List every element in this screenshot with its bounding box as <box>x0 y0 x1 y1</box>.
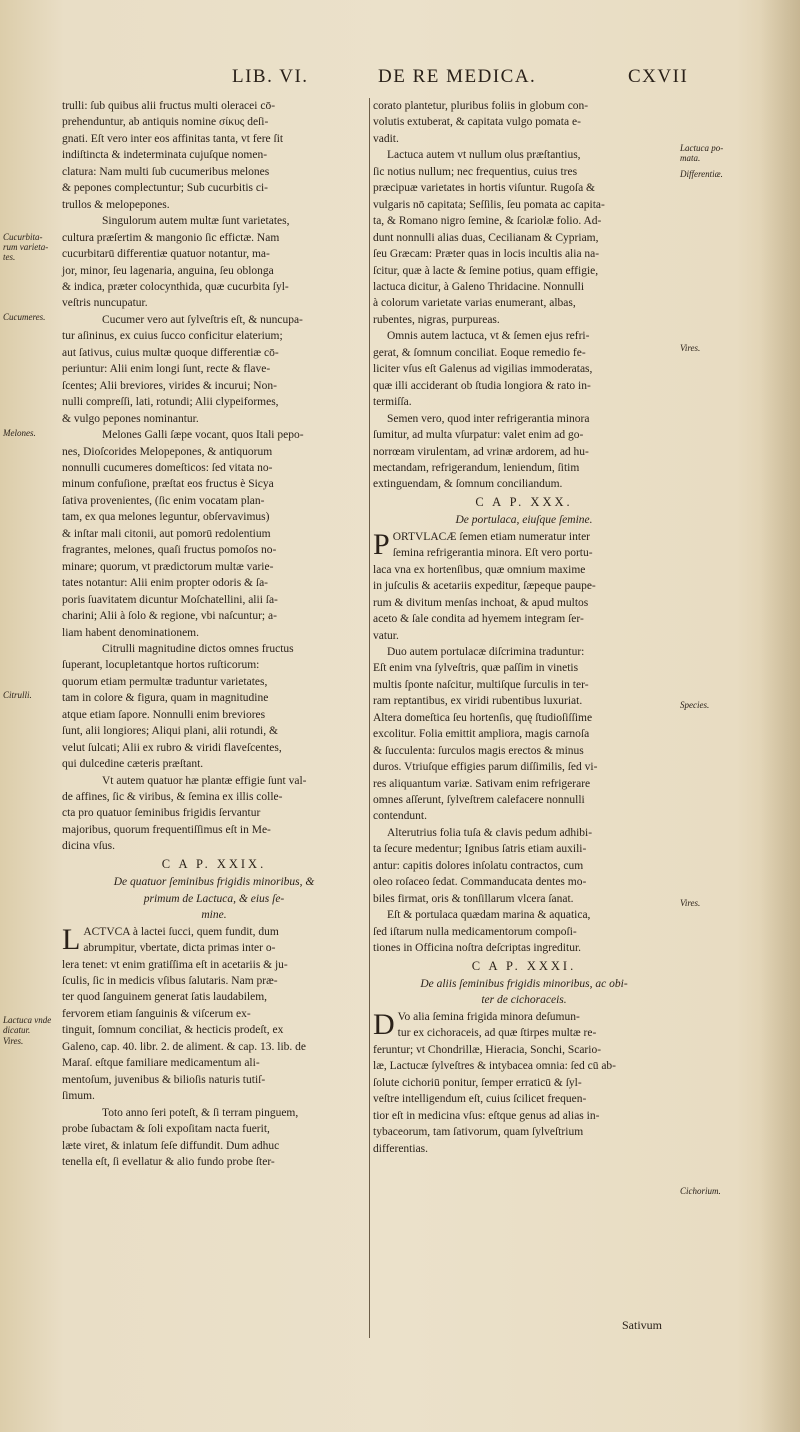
chapter-subtitle: De quatuor ſeminibus frigidis minoribus, & primum de Lactuca, & eius ſe- mine. <box>113 876 315 922</box>
paragraph: Citrulli magnitudine dictos omnes fructus ſuperant, locupletantque hortos ruſticorum: quorum etiam permultæ traduntur varietates, tam in colore & figura, quam in magnitudine atque etiam ſapore. Nonnulli enim breviores ſunt, alii longiores; Aliqui plani, alii rotundi, & velut ſulcati; Alii ex rubro & viridi flaveſcentes, qui dulcedine cæteris præſtant. <box>62 642 294 771</box>
paragraph <box>373 529 675 644</box>
margin-note: Lactuca po- mata. <box>680 143 724 163</box>
paragraph-text: ACTVCA à lactei ſucci, quem fundit, dum abrumpitur, vbertate, dicta primas inter o- lera tenet: vt enim gratiſſima eſt in acetariis & ju- ſculis, ſic in medicis vſibus ſalutaris. Nam præ- ter quod ſanguinem generat ſatis laudabilem, fervorem etiam ſanguinis & viſcerum ex- tinguit, ſomnum conciliat, & hecticis prodeſt, ex Galeno, cap. 40. libr. 2. de aliment. & cap. 13. lib. de Maraſ. eſtque familiare medicamentum ali- mentoſum, juvenibus & bilioſis naturis tutiſ- ſimum. <box>62 925 306 1103</box>
paragraph: Melones Galli ſæpe vocant, quos Itali pepo- nes, Dioſcorides Melopepones, & antiquorum nonnulli cucumeres domeſticos: ſed vitata no- minum confuſione, præſtat eos fructus è Sicya ſativa provenientes, (ſic enim vocatam plan- tam, ex qua melones leguntur, obſervavimus) & inſtar mali citonii, aut pomorū redolentium fragrantes, melones, quaſi fructus pomoſos no- minare; quorum, vt prædictorum multæ varie- tates notantur: Alii enim propter odoris & ſa- poris ſuavitatem dicuntur Moſchatellini, alii ſa- charini; Alii à ſolo & regione, vbi naſcuntur; a- liam habent denominationem. <box>62 429 304 639</box>
column-divider <box>369 98 370 1338</box>
margin-note: Vires. <box>3 1036 24 1046</box>
paragraph: Toto anno ſeri poteſt, & ſi terram pinguem, probe ſubactam & ſoli expoſitam nacta fuerit, læte viret, & inlatum ſeſe diffundit. Dum adhuc tenella eſt, ſi evellatur & alio fundo probe ſter- <box>62 1106 299 1168</box>
chapter-subtitle: De aliis ſeminibus frigidis minoribus, ac obi- ter de cichoraceis. <box>420 978 628 1007</box>
margin-note: Lactuca vnde dicatur. <box>3 1015 52 1035</box>
paragraph-text: ORTVLACÆ ſemen etiam numeratur inter ſemina refrigerantia minora. Eſt vero portu- laca vna ex hortenſibus, quæ omnium maxime in juſculis & acetariis expeditur, ſæpeque paupe- rum & divitum menſas inchoat, & apud multos aceto & ſale condita ad hyemem integram ſer- vatur. <box>373 530 596 642</box>
paragraph: Eſt & portulaca quædam marina & aquatica, ſed iſtarum nulla medicamentorum compoſi- tiones in Officina noſtra deſcriptas ingreditur. <box>373 909 591 955</box>
margin-note: Vires. <box>680 898 701 908</box>
margin-note: Species. <box>680 700 710 710</box>
paragraph-text: Vo alia ſemina frigida minora deſumun- tur ex cichoraceis, ad quæ ſtirpes multæ re- feruntur; vt Chondrillæ, Hieracia, Sonchi, Scario- læ, Lactucæ ſylveſtres & intybacea omnia: ſed cū ab- ſolute cichoriū ponitur, ſemper erraticū & ſyl- veſtre intelligendum eſt, cuius ſcilicet frequen- tior eſt in medicina vſus: eſtque genus ad alias in- tybaceorum, tam ſativorum, quam ſylveſtrium differentias. <box>373 1010 617 1155</box>
drop-cap: D <box>373 1007 395 1041</box>
margin-note: Melones. <box>3 428 36 438</box>
paragraph: Alterutrius folia tuſa & clavis pedum adhibi- ta ſecure medentur; Ignibus ſatris etiam auxili- antur: capitis dolores inſolatu contractos, cum oleo roſaceo ſedat. Commanducata dentes mo- biles firmat, oris & tonſillarum vlcera ſanat. <box>373 826 593 905</box>
paragraph <box>62 924 366 1105</box>
paragraph <box>373 1009 675 1157</box>
paragraph: Singulorum autem multæ ſunt varietates, cultura præſertim & mangonio ſic effictæ. Nam cucurbitarū differentiæ quatuor notantur, ma- jor, minor, ſeu lagenaria, anguina, ſeu oblonga & indica, præter colocynthida, quæ cucurbita ſyl- veſtris nuncupatur. <box>62 215 290 310</box>
catchword: Sativum <box>622 1318 663 1332</box>
margin-note: Differentiæ. <box>680 169 723 179</box>
margin-note: Cucurbita- rum varieta- tes. <box>3 232 49 262</box>
paragraph: Vt autem quatuor hæ plantæ effigie ſunt val- de affines, ſic & viribus, & ſemina ex illis colle- cta pro quatuor ſeminibus frigidis ſervantur majoribus, quorum frequentiſſimus eſt in Me- dicina vſus. <box>62 774 307 853</box>
paragraph: Lactuca autem vt nullum olus præſtantius, ſic notius nullum; nec frequentius, cuius tres præcipuæ varietates in hortis viſuntur. Rugoſa & vulgaris nō capitata; Seſſilis, ſeu pomata ac capita- ta, & Romano nigro ſemine, & ſcariolæ folio. Ad- dunt nonnulli alias duas, Cecilianam & Cypriam, ſeu Græcam: Præter quas in locis incultis alia na- ſcitur, quæ à lacte & ſemine potius, quam effigie, lactuca dicitur, à Galeno Thridacine. Nonnulli à colorum varietate varias enumerant, albas, rubentes, nigras, purpureas. <box>373 149 605 326</box>
margin-note: Citrulli. <box>3 690 32 700</box>
margin-note: Vires. <box>680 343 701 353</box>
right-column <box>373 98 675 1157</box>
header-page-number: CXVII <box>628 66 689 87</box>
chapter-subtitle: De portulaca, eiuſque ſemine. <box>455 514 593 527</box>
header-book: LIB. VI. <box>232 66 309 87</box>
paragraph: Semen vero, quod inter refrigerantia minora ſumitur, ad multa vſurpatur: valet enim ad go- norrœam virulentam, ad vrinæ ardorem, ad hu- mectandam, refrigerandum, leniendum, ſitim extinguendam, & ſomnum conciliandum. <box>373 412 590 491</box>
paragraph: Cucumer vero aut ſylveſtris eſt, & nuncupa- tur aſininus, ex cuius ſucco conficitur elaterium; aut ſativus, cuius multæ quoque differentiæ cō- periuntur: Alii enim longi ſunt, recte & flave- ſcentes; Alii breviores, virides & incurui; Non- nulli compreſſi, lati, rotundi; Alii clypeiformes, & vulgo pepones nominantur. <box>62 313 303 425</box>
paragraph: trulli: ſub quibus alii fructus multi oleracei cō- prehenduntur, ab antiquis nomine σίκυς deſi- gnati. Eſt vero inter eos affinitas tanta, vt fere ſit indiſtincta & indeterminata cujuſque nomen- clatura: Nam multi ſub cucumeribus melones & pepones complectuntur; Sub cucurbitis ci- trullos & melopepones. <box>62 100 284 211</box>
paragraph: Omnis autem lactuca, vt & ſemen ejus refri- gerat, & ſomnum conciliat. Eoque remedio fe- liciter vſus eſt Galenus ad vigilias immoderatas, quæ illi acciderant ob ſtudia longiora & rato in- termiſſa. <box>373 330 593 409</box>
left-column <box>62 98 366 1170</box>
paragraph: Duo autem portulacæ diſcrimina traduntur: Eſt enim vna ſylveſtris, quæ paſſim in vinetis multis ſponte naſcitur, multiſque ſurculis in ter- ram reptantibus, ex viridi rubentibus luxuriat. Altera domeſtica ſeu hortenſis, quę ſtudioſiſſime excolitur. Folia emittit ampliora, magis carnoſa & ſucculenta: ſurculos magis erectos & minus duros. Vtriuſque effigies parum diſſimilis, ſed vi- res aliquantum variæ. Sativam enim refrigerare omnes aſſerunt, ſylveſtrem calefacere nonnulli contendunt. <box>373 645 598 823</box>
chapter-heading: C A P. XXIX. <box>161 856 267 871</box>
paragraph: corato plantetur, pluribus foliis in globum con- volutis extuberat, & capitata vulgo pomata e- vadit. <box>373 100 589 145</box>
margin-note: Cucumeres. <box>3 312 46 322</box>
header-title: DE RE MEDICA. <box>378 66 537 87</box>
margin-note: Cichorium. <box>680 1186 721 1196</box>
chapter-heading: C A P. XXXI. <box>471 958 577 973</box>
page-edge-shadow <box>760 0 800 1432</box>
running-header <box>0 66 800 96</box>
drop-cap: L <box>62 922 81 956</box>
chapter-heading: C A P. XXX. <box>475 494 573 509</box>
drop-cap: P <box>373 527 390 561</box>
